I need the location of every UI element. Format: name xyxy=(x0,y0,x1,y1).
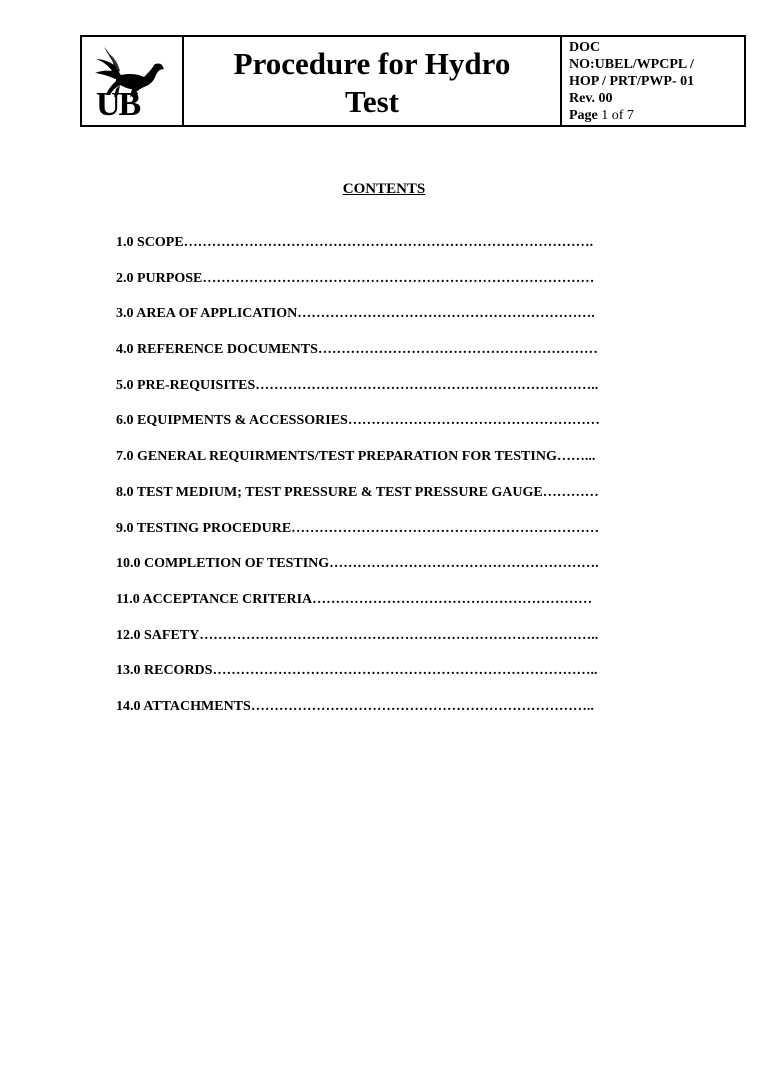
doc-info-cell xyxy=(562,37,744,125)
toc-item: 13.0 RECORDS……………………………………………………………………….. xyxy=(116,663,598,679)
logo-text: UB xyxy=(96,86,140,123)
toc-item: 12.0 SAFETY………………………………………………………………………….. xyxy=(116,627,599,643)
toc-item: 11.0 ACCEPTANCE CRITERIA…………………………………………………… xyxy=(116,591,593,607)
table-of-contents xyxy=(116,234,676,734)
toc-item: 10.0 COMPLETION OF TESTING…………………………………………………. xyxy=(116,556,599,572)
toc-item: 9.0 TESTING PROCEDURE………………………………………………………… xyxy=(116,520,600,536)
revision: Rev. 00 xyxy=(569,91,613,106)
document-header xyxy=(80,35,746,127)
toc-item: 7.0 GENERAL REQUIRMENTS/TEST PREPARATION FOR TESTING……... xyxy=(116,449,596,465)
toc-item: 2.0 PURPOSE………………………………………………………………………… xyxy=(116,270,595,286)
contents-heading-text: CONTENTS xyxy=(342,181,426,197)
title-cell xyxy=(184,37,562,125)
toc-item: 14.0 ATTACHMENTS……………………………………………………………….. xyxy=(116,698,594,714)
doc-number-line-2: HOP / PRT/PWP- 01 xyxy=(569,74,695,89)
page-value: 1 of 7 xyxy=(601,108,634,123)
toc-item: 8.0 TEST MEDIUM; TEST PRESSURE & TEST PRESSURE GAUGE………… xyxy=(116,484,599,500)
doc-number-line-1: NO:UBEL/WPCPL / xyxy=(569,57,694,72)
page-info xyxy=(569,107,744,124)
doc-label: DOC xyxy=(569,40,601,55)
toc-item: 5.0 PRE-REQUISITES……………………………………………………………….. xyxy=(116,377,599,393)
toc-item: 4.0 REFERENCE DOCUMENTS…………………………………………………… xyxy=(116,342,598,358)
toc-item: 6.0 EQUIPMENTS & ACCESSORIES……………………………………………… xyxy=(116,413,600,429)
toc-item: 1.0 SCOPE……………………………………………………………………………. xyxy=(116,235,594,250)
toc-item: 3.0 AREA OF APPLICATION………………………………………………………. xyxy=(116,306,595,322)
contents-heading xyxy=(0,181,768,198)
page-label: Page xyxy=(569,108,598,123)
logo-cell xyxy=(82,37,184,125)
document-title: Procedure for Hydro Test xyxy=(233,45,511,119)
